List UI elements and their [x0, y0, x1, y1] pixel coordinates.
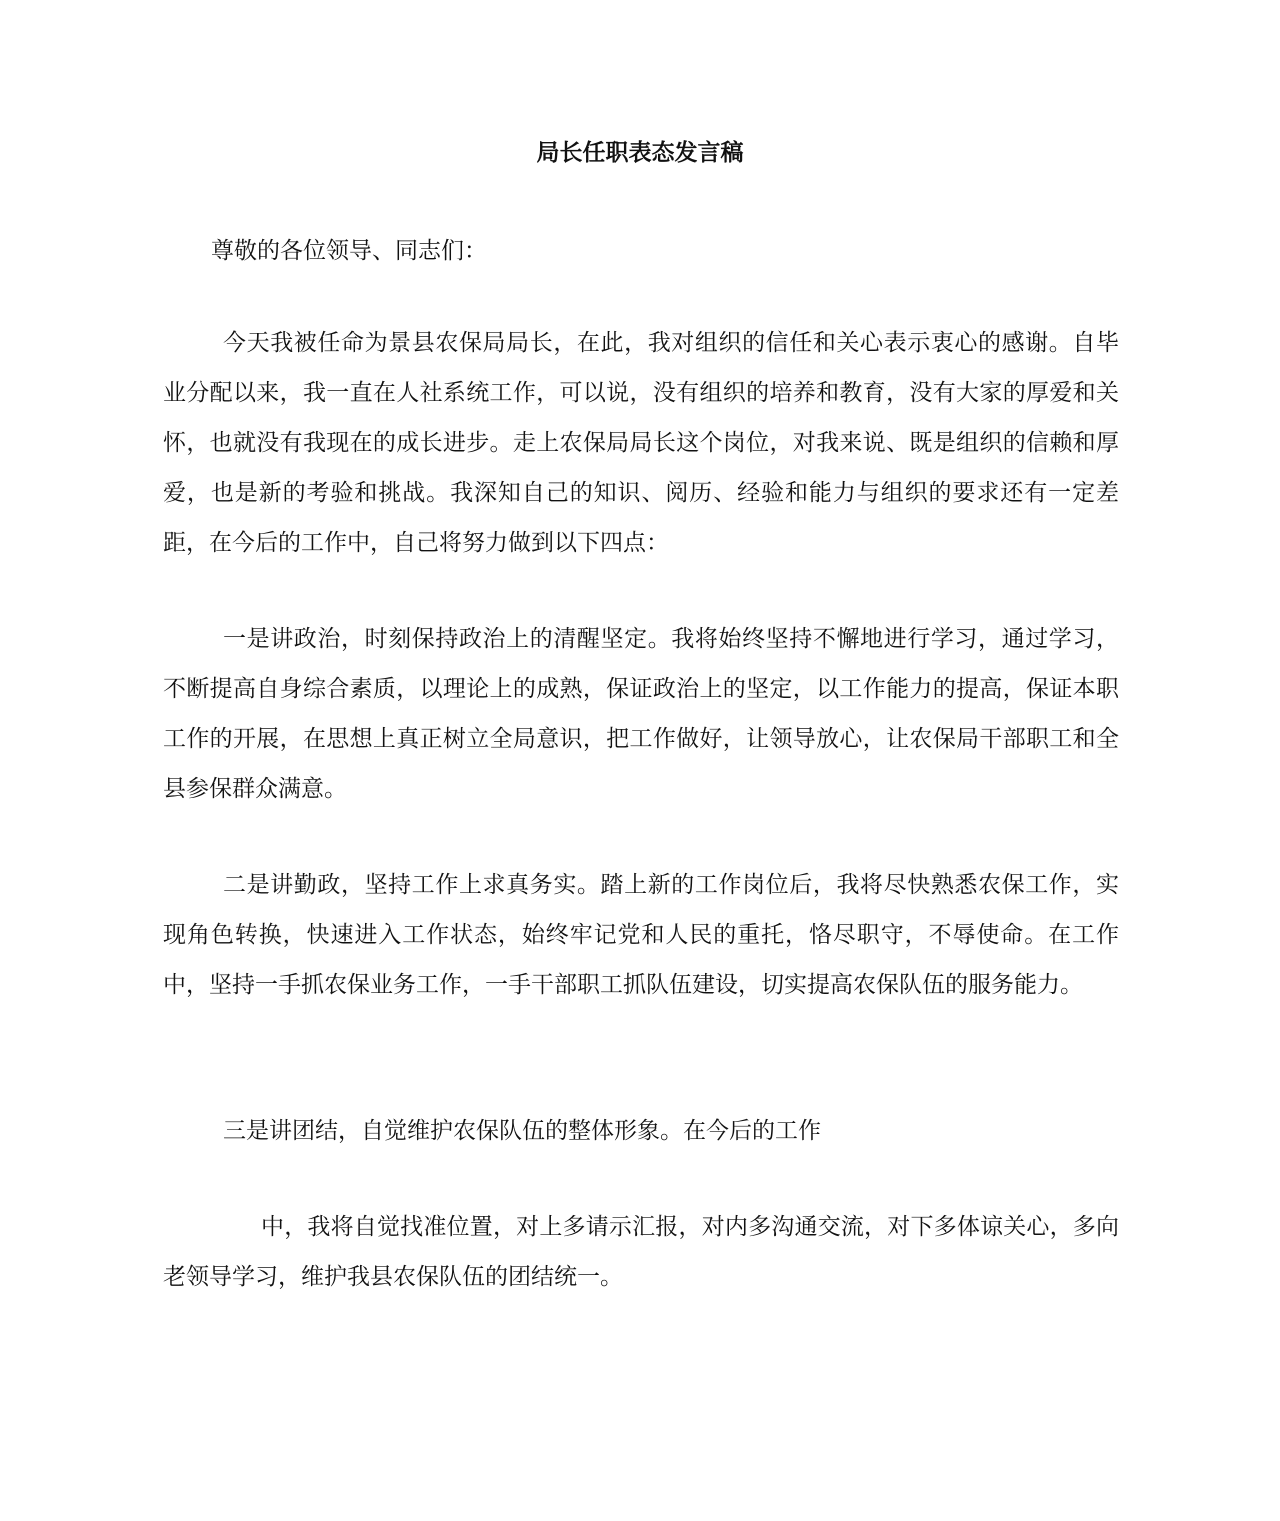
- paragraph-point-two: 二是讲勤政，坚持工作上求真务实。踏上新的工作岗位后，我将尽快熟悉农保工作，实现角色转换，快速进入工作状态，始终牢记党和人民的重托，恪尽职守，不辱使命。在工作中，坚持一手抓农保业务工作，一手干部职工抓队伍建设，切实提高农保队伍的服务能力。: [163, 872, 1119, 998]
- paragraph-point-three-start: 三是讲团结，自觉维护农保队伍的整体形象。在今后的工作: [223, 1118, 821, 1144]
- salutation: 尊敬的各位领导、同志们：: [211, 238, 487, 264]
- paragraph-point-three-continued: 中，我将自觉找准位置，对上多请示汇报，对内多沟通交流，对下多体谅关心，多向老领导学习，维护我县农保队伍的团结统一。: [163, 1214, 1119, 1290]
- paragraph-point-one: 一是讲政治，时刻保持政治上的清醒坚定。我将始终坚持不懈地进行学习，通过学习，不断提高自身综合素质，以理论上的成熟，保证政治上的坚定，以工作能力的提高，保证本职工作的开展，在思想上真正树立全局意识，把工作做好，让领导放心，让农保局干部职工和全县参保群众满意。: [163, 626, 1119, 802]
- paragraph-intro: 今天我被任命为景县农保局局长，在此，我对组织的信任和关心表示衷心的感谢。自毕业分配以来，我一直在人社系统工作，可以说，没有组织的培养和教育，没有大家的厚爱和关怀，也就没有我现在的成长进步。走上农保局局长这个岗位，对我来说、既是组织的信赖和厚爱，也是新的考验和挑战。我深知自己的知识、阅历、经验和能力与组织的要求还有一定差距，在今后的工作中，自己将努力做到以下四点：: [163, 330, 1119, 556]
- document-title: 局长任职表态发言稿: [536, 140, 744, 166]
